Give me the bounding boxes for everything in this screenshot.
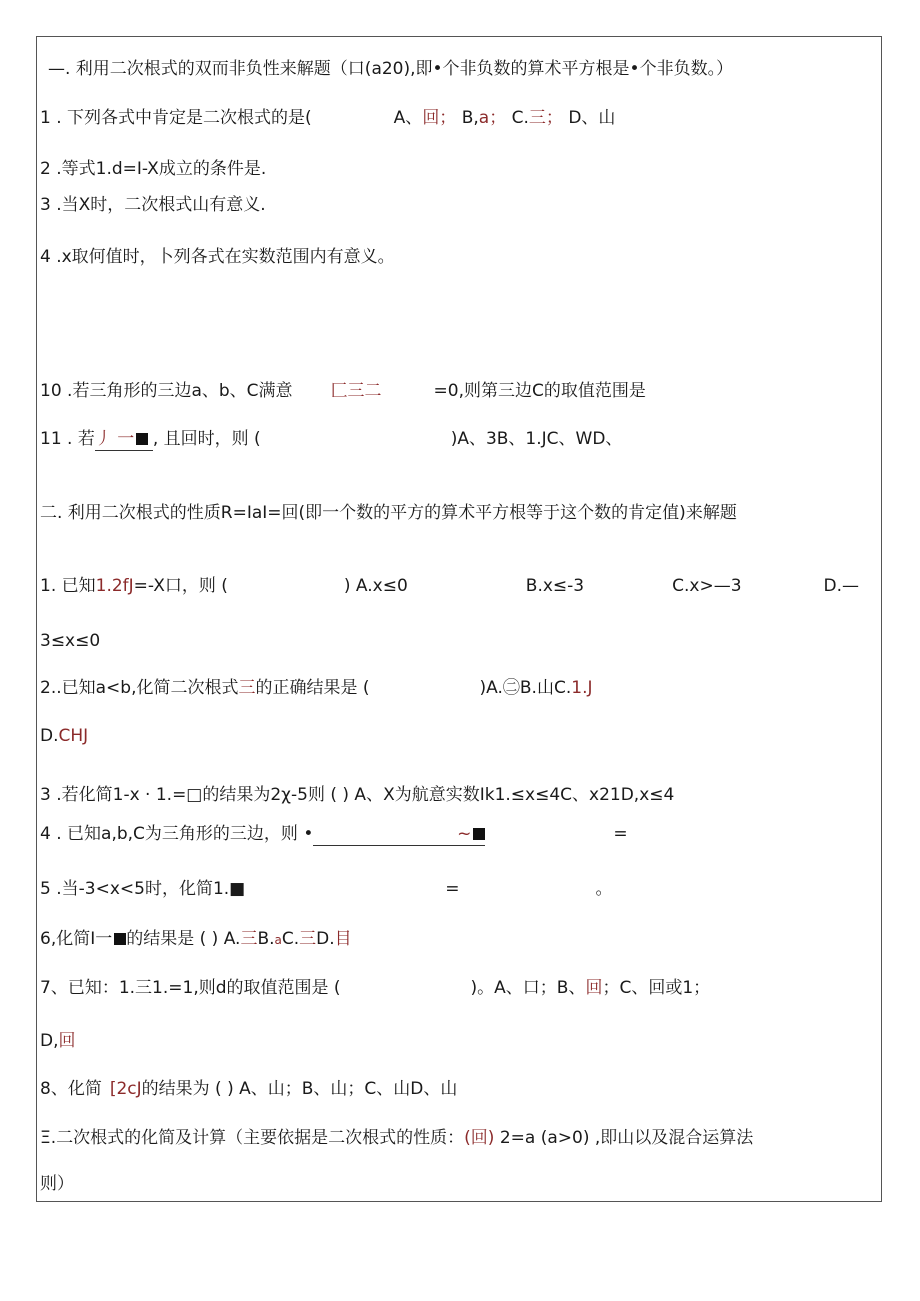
question-1-1: 1 . 下列各式中肯定是二次根式的是( A、回； B,a； C.三； D、山 [40,108,616,128]
question-2-6: 6,化简I一 的结果是 ( ) A.三B.aC.三D.目 [40,929,352,949]
question-1-11: 11 . 若丿 一 , 且回时，则 ( )A、3B、1.JC、WD、 [40,429,623,449]
question-2-3: 3 .若化简1-x · 1.=□的结果为2χ-5则 ( ) A、X为航意实数Ik1.≤x≤4C、x21D,x≤4 [40,785,675,805]
section-3-title: Ξ.二次根式的化简及计算（主要依据是二次根式的性质：(回) 2=a (a>0) ,即山以及混合运算法 [40,1128,754,1148]
question-2-4: 4 . 已知a,b,C为三角形的三边，则 • ~ = [40,824,628,844]
question-2-5: 5 .当-3<x<5时，化简1.■ = 。 [40,879,613,899]
question-2-1-continued: 3≤x≤0 [40,631,101,651]
question-2-1: 1. 已知1.2fJ=-X口，则 ( ) A.x≤0 B.x≤-3 C.x>—3 D.— [40,576,860,596]
section-3-title-continued: 则） [40,1174,74,1194]
question-1-2: 2 .等式1.d=I-X成立的条件是. [40,159,267,179]
section-2-title: 二. 利用二次根式的性质R=IaI=回(即一个数的平方的算术平方根等于这个数的肯定值)来解题 [40,503,737,523]
question-2-8: 8、化简 [2cJ的结果为 ( ) A、山；B、山；C、山D、山 [40,1079,458,1099]
black-square [136,433,148,445]
underlined-blank: 丿 一 [95,428,153,451]
underlined-blank: ~ [313,823,485,846]
question-2-2: 2..已知a<b,化简二次根式三的正确结果是 ( )A.㊁B.山C.1.J [40,678,593,698]
section-1-title: —. 利用二次根式的双而非负性来解题（口(a20),即•个非负数的算术平方根是•个非负数。） [48,59,734,79]
black-square [473,828,485,840]
question-1-4: 4 .x取何值时，卜列各式在实数范围内有意义。 [40,247,395,267]
black-square [114,933,126,945]
question-2-7-continued: D,回 [40,1031,76,1051]
question-1-3: 3 .当X时，二次根式山有意义. [40,195,266,215]
question-1-10: 10 .若三角形的三边a、b、C满意 匚三二 =0,则第三边C的取值范围是 [40,381,646,401]
question-2-7: 7、已知：1.三1.=1,则d的取值范围是 ( )。A、口；B、回；C、回或1； [40,978,711,998]
question-2-2-continued: D.CHJ [40,726,89,746]
